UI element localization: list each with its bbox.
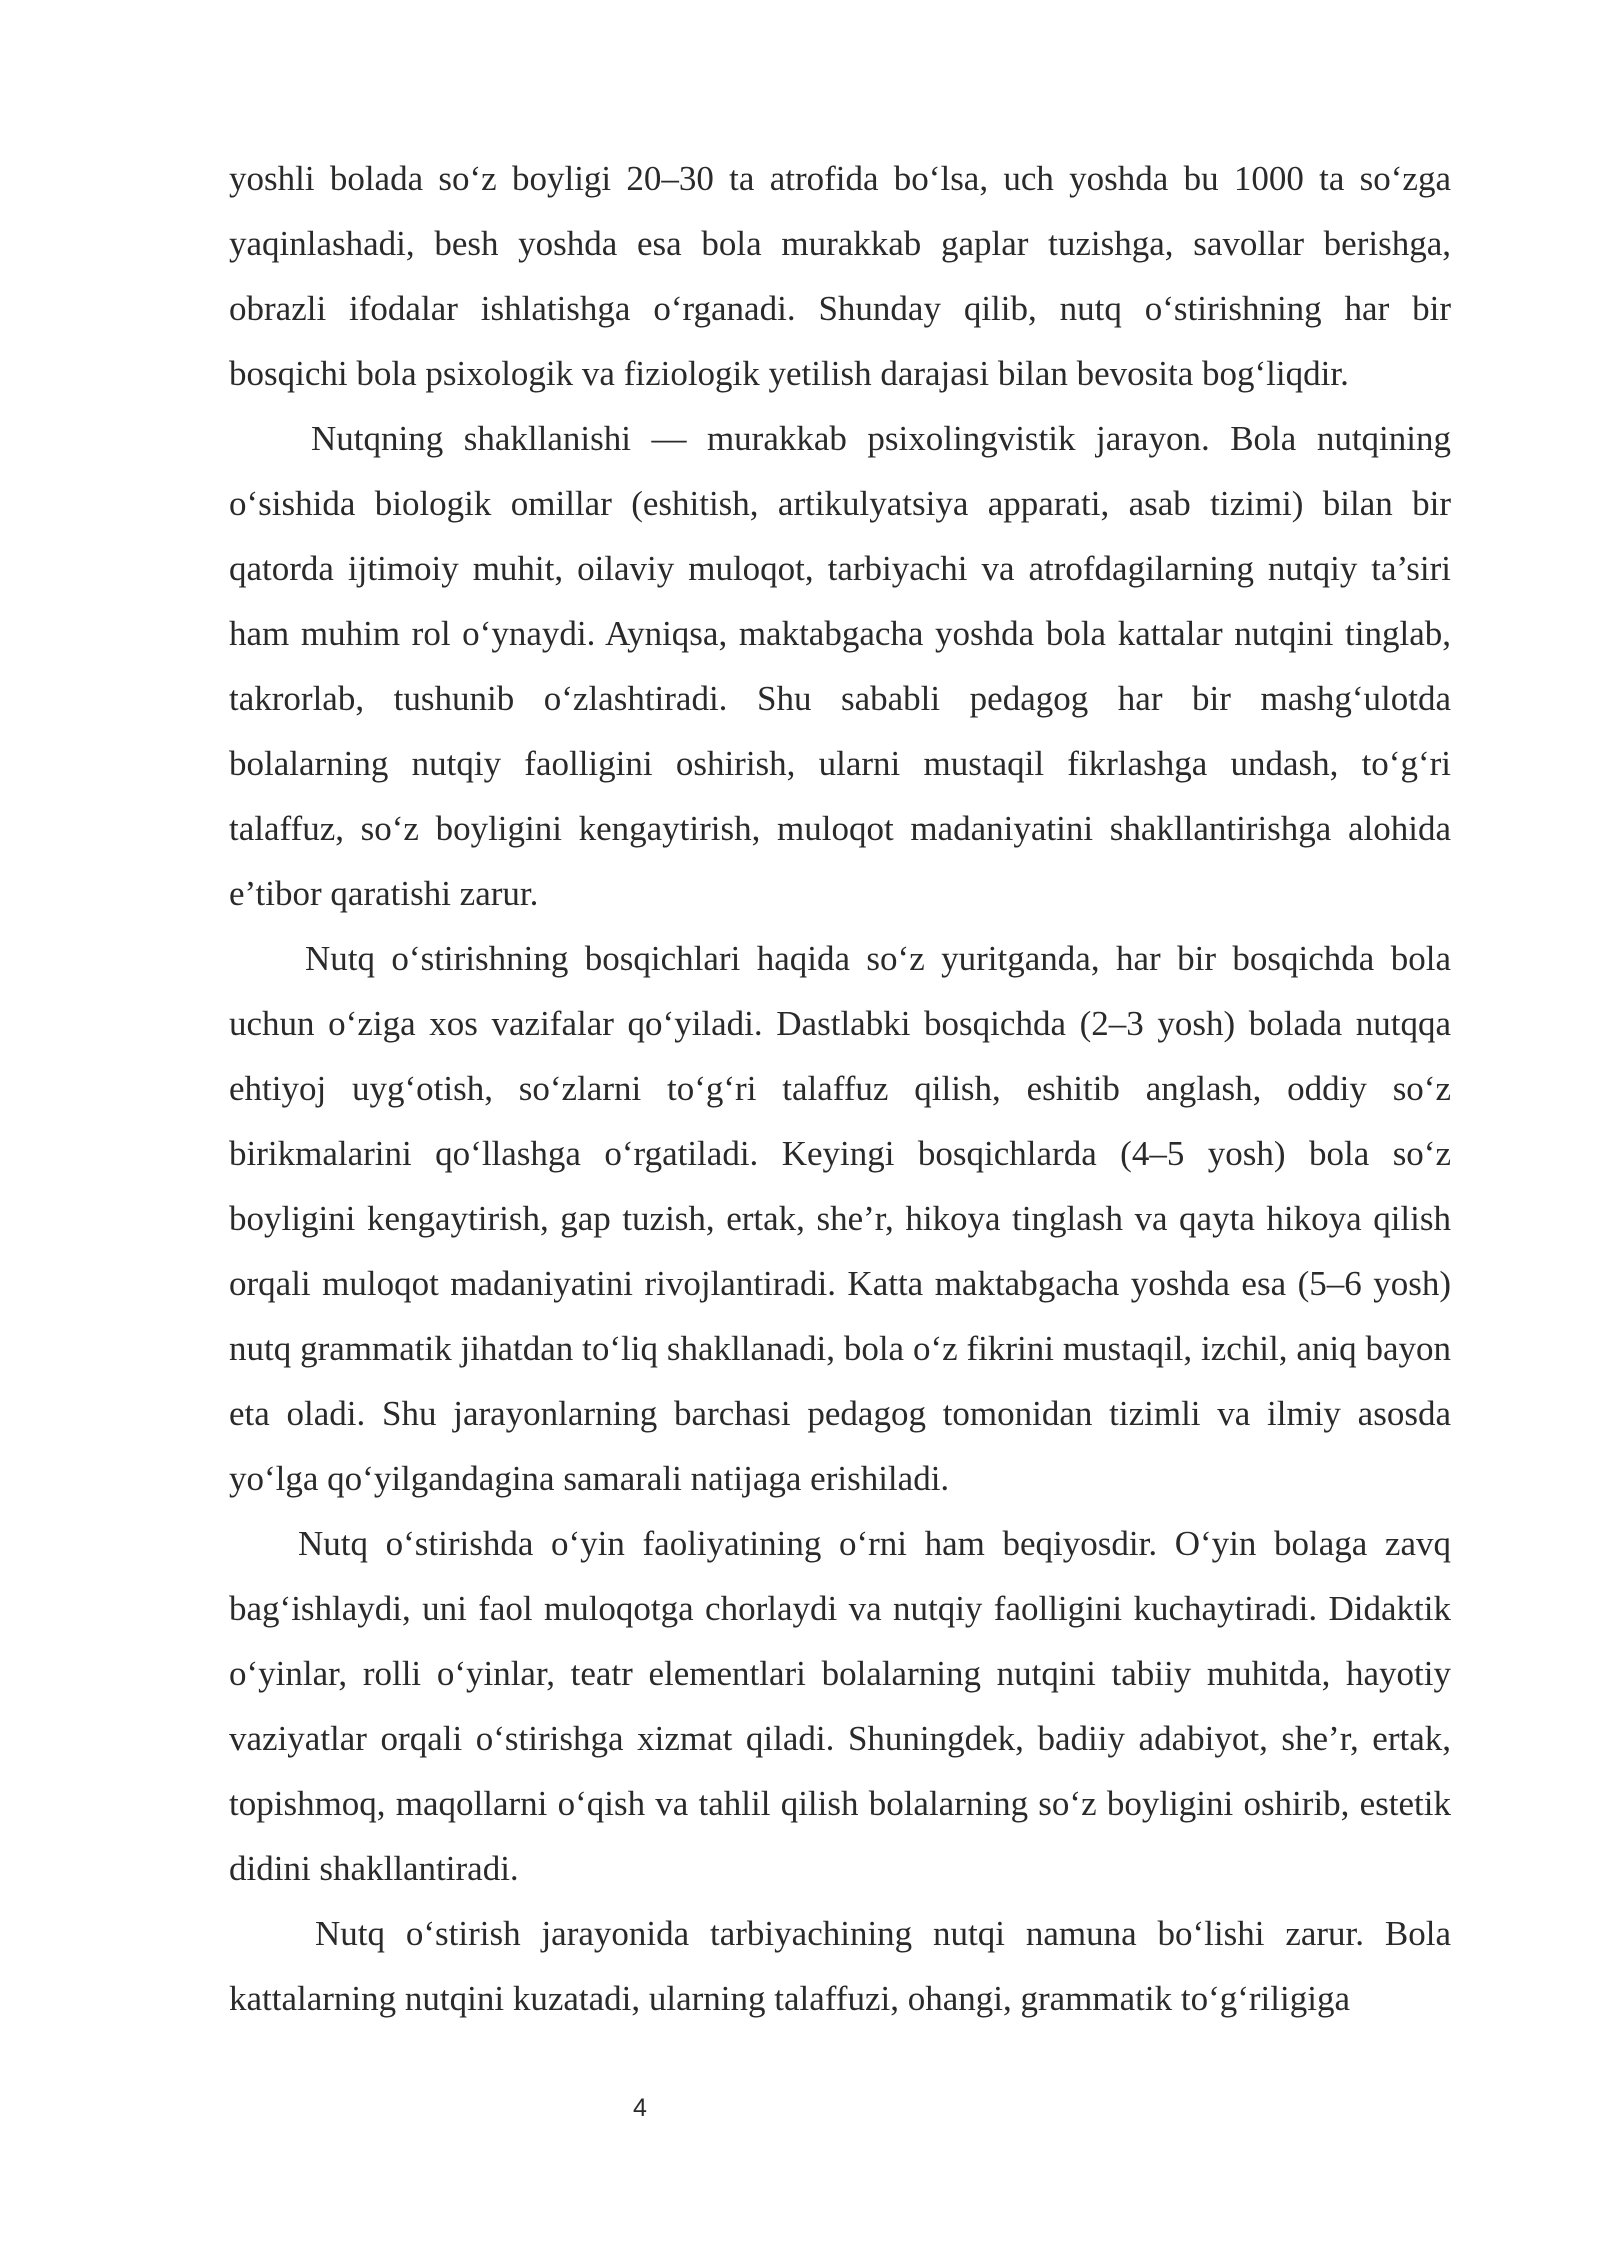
paragraph-speech-stages: Nutq o‘stirishning bosqichlari haqida so‘z yuritganda, har bir bosqichda bola uchun o‘ziga xos vazifalar qo‘yiladi. Dastlabki bosqichda (2–3 yosh) bolada nutqqa ehtiyoj uyg‘otish, so‘zlarni to‘g‘ri talaffuz qilish, eshitib anglash, oddiy so‘z birikmalarini qo‘llashga o‘rgatiladi. Keyingi bosqichlarda (4–5 yosh) bola so‘z boyligini kengaytirish, gap tuzish, ertak, she’r, hikoya tinglash va qayta hikoya qilish orqali muloqot madaniyatini rivojlantiradi. Katta maktabgacha yoshda esa (5–6 yosh) nutq grammatik jihatdan to‘liq shakllanadi, bola o‘z fikrini mustaqil, izchil, aniq bayon eta oladi. Shu jarayonlarning barchasi pedagog tomonidan tizimli va ilmiy asosda yo‘lga qo‘yilgandagina samarali natijaga erishiladi. xyxy=(229,939,1451,1498)
paragraph-speech-formation: Nutqning shakllanishi — murakkab psixolingvistik jarayon. Bola nutqining o‘sishida biologik omillar (eshitish, artikulyatsiya apparati, asab tizimi) bilan bir qatorda ijtimoiy muhit, oilaviy muloqot, tarbiyachi va atrofdagilarning nutqiy ta’siri ham muhim rol o‘ynaydi. Ayniqsa, maktabgacha yoshda bola kattalar nutqini tinglab, takrorlab, tushunib o‘zlashtiradi. Shu sababli pedagog har bir mashg‘ulotda bolalarning nutqiy faolligini oshirish, ularni mustaqil fikrlashga undash, to‘g‘ri talaffuz, so‘z boyligini kengaytirish, muloqot madaniyatini shakllantirishga alohida e’tibor qaratishi zarur. xyxy=(229,419,1451,913)
document-body xyxy=(229,146,1451,2031)
paragraph-teacher-speech: Nutq o‘stirish jarayonida tarbiyachining nutqi namuna bo‘lishi zarur. Bola kattalarning nutqini kuzatadi, ularning talaffuzi, ohangi, grammatik to‘g‘riligiga xyxy=(229,1914,1451,2018)
page-number: 4 xyxy=(633,2094,647,2122)
paragraph-continuation: yoshli bolada so‘z boyligi 20–30 ta atrofida bo‘lsa, uch yoshda bu 1000 ta so‘zga yaqinlashadi, besh yoshda esa bola murakkab gaplar tuzishga, savollar berishga, obrazli ifodalar ishlatishga o‘rganadi. Shunday qilib, nutq o‘stirishning har bir bosqichi bola psixologik va fiziologik yetilish darajasi bilan bevosita bog‘liqdir. xyxy=(229,159,1451,393)
paragraph-play-activity: Nutq o‘stirishda o‘yin faoliyatining o‘rni ham beqiyosdir. O‘yin bolaga zavq bag‘ishlaydi, uni faol muloqotga chorlaydi va nutqiy faolligini kuchaytiradi. Didaktik o‘yinlar, rolli o‘yinlar, teatr elementlari bolalarning nutqini tabiiy muhitda, hayotiy vaziyatlar orqali o‘stirishga xizmat qiladi. Shuningdek, badiiy adabiyot, she’r, ertak, topishmoq, maqollarni o‘qish va tahlil qilish bolalarning so‘z boyligini oshirib, estetik didini shakllantiradi. xyxy=(229,1524,1451,1888)
